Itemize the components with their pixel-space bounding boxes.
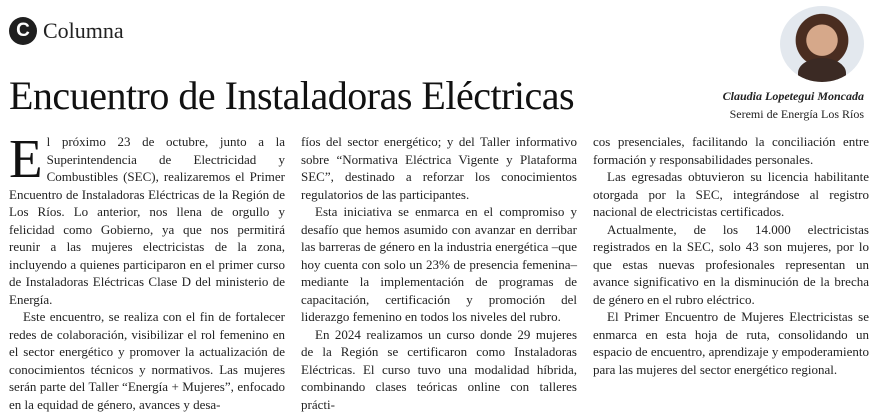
section-label: Columna (43, 18, 124, 44)
paragraph: Esta iniciativa se enmarca en el compromiso y desafío que hemos asumido con avanzar en derribar las barreras de género en la industria energética –que hoy cuenta con solo un 23% de presencia femenina– mediante la implementación de programas de capacitación, certificación y promoción del liderazgo femenino en todos los niveles del rubro. (301, 203, 577, 326)
column-badge-icon: C (9, 17, 37, 45)
article-column-2 (301, 133, 577, 413)
author-photo (780, 6, 864, 82)
headline: Encuentro de Instaladoras Eléctricas (9, 74, 574, 118)
author-name: Claudia Lopetegui Moncada (723, 89, 864, 105)
paragraph: En 2024 realizamos un curso donde 29 mujeres de la Región se certificaron como Instaladoras Eléctricas. El curso tuvo una modalidad híbrida, combinando clases teóricas online con talleres prácti- (301, 326, 577, 413)
paragraph: El próximo 23 de octubre, junto a la Superintendencia de Electricidad y Combustibles (SEC), realizaremos el Primer Encuentro de Instaladoras Eléctricas de la Región de Los Ríos. Lo anterior, nos llena de orgullo y felicidad como Gobierno, ya que nos permitirá reunir a las mujeres electricistas de la zona, incluyendo a quienes participaron en el primer curso de Instaladoras Eléctricas Clase D del ministerio de Energía. (9, 133, 285, 308)
paragraph: El Primer Encuentro de Mujeres Electricistas se enmarca en esta hoja de ruta, consolidando un espacio de encuentro, aprendizaje y empoderamiento para las mujeres del sector energético regional. (593, 308, 869, 378)
paragraph: fíos del sector energético; y del Taller informativo sobre “Normativa Eléctrica Vigente y Plataforma SEC”, destinado a reforzar los conocimientos regulatorios de las participantes. (301, 133, 577, 203)
paragraph: Actualmente, de los 14.000 electricistas registrados en la SEC, solo 43 son mujeres, por lo que estas nuevas profesionales representan un avance significativo en la disminución de la brecha de género en el rubro eléctrico. (593, 221, 869, 309)
paragraph: cos presenciales, facilitando la conciliación entre formación y responsabilidades personales. (593, 133, 869, 168)
drop-cap: E (9, 137, 43, 181)
byline (723, 89, 864, 123)
author-role: Seremi de Energía Los Ríos (723, 105, 864, 123)
article-column-3 (593, 133, 869, 378)
article-column-1 (9, 133, 285, 413)
paragraph: Las egresadas obtuvieron su licencia habilitante otorgada por la SEC, integrándose al registro nacional de electricistas certificados. (593, 168, 869, 221)
paragraph: Este encuentro, se realiza con el fin de fortalecer redes de colaboración, visibilizar el rol femenino en el sector energético y promover la actualización de conocimientos técnicos y normativos. Las mujeres serán parte del Taller “Energía + Mujeres”, enfocado en la equidad de género, avances y desa- (9, 308, 285, 413)
section-tag (9, 17, 124, 45)
